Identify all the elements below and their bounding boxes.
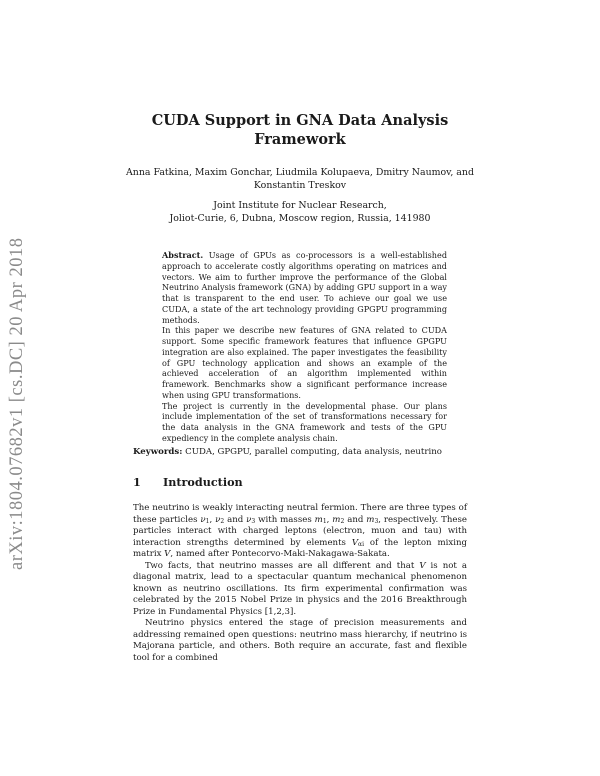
affiliation-line: Joint Institute for Nuclear Research,: [213, 200, 387, 211]
section-title: Introduction: [163, 475, 243, 489]
abstract-paragraph: The project is currently in the developmental phase. Our plans include implementation of the set of transformations necessary for the data analysis in the GNA framework and tests of the GPU expediency in the complete analysis chain.: [162, 400, 447, 443]
author-list: [120, 166, 480, 192]
abstract-paragraph: [162, 250, 447, 325]
keywords-text: CUDA, GPGPU, parallel computing, data analysis, neutrino: [185, 447, 442, 457]
abstract-text: Usage of GPUs as co-processors is a well-established approach to accelerate costly algorithms operating on matrices and vectors. We aim to further improve the performance of the Global Neutrino Analysis framework (GNA) by adding GPU support in a way that is transparent to the end user. To achieve our goal we use CUDA, a state of the art technology providing GPGPU programming methods.: [162, 250, 447, 325]
affiliation: [120, 199, 480, 225]
body-paragraph: Neutrino physics entered the stage of precision measurements and addressing remained open questions: neutrino mass hierarchy, if neutrino is Majorana particle, and others. Both require an accurate, fast and flexible tool for a combined: [133, 618, 467, 663]
arxiv-identifier-stamp: arXiv:1804.07682v1 [cs.DC] 20 Apr 2018: [7, 237, 27, 570]
abstract-label: Abstract.: [162, 250, 204, 260]
abstract-paragraph: In this paper we describe new features of GNA related to CUDA support. Some specific framework features that influence GPGPU integration are also explained. The paper investigates the feasibility of GPU technology application and shows an example of the achieved acceleration of an algorithm implemented within framework. Benchmarks show a significant performance increase when using GPU transformations.: [162, 325, 447, 400]
section-heading: [133, 475, 243, 489]
affiliation-line: Joliot-Curie, 6, Dubna, Moscow region, Russia, 141980: [169, 213, 431, 224]
paper-title: CUDA Support in GNA Data Analysis Framework: [151, 112, 449, 148]
author-line: Konstantin Treskov: [253, 180, 347, 191]
body-paragraph: Two facts, that neutrino masses are all different and that V is not a diagonal matrix, lead to a spectacular quantum mechanical phenomenon known as neutrino oscillations. Its firm experimental confirmation was celebrated by the 2015 Nobel Prize in physics and the 2016 Breakthrough Prize in Fundamental Physics [1,2,3].: [133, 560, 468, 617]
keywords-label: Keywords:: [133, 447, 183, 457]
author-line: Anna Fatkina, Maxim Gonchar, Liudmila Kolupaeva, Dmitry Naumov, and: [126, 167, 474, 178]
keywords: [133, 446, 483, 458]
abstract: [162, 250, 447, 444]
introduction-body: [133, 503, 467, 664]
body-paragraph: The neutrino is weakly interacting neutral fermion. There are three types of these particles $\nu_1$, $\nu_2$ and $\nu_3$ with masses $m_1$, $m_2$ and $m_3$, respectively. These particles interact with charged leptons (electron, muon and tau) with interaction strengths determined by elements $V_{\alpha i}$ of the lepton mixing matrix V, named after Pontecorvo-Maki-Nakagawa-Sakata.: [133, 503, 468, 559]
section-number: 1: [133, 475, 141, 489]
